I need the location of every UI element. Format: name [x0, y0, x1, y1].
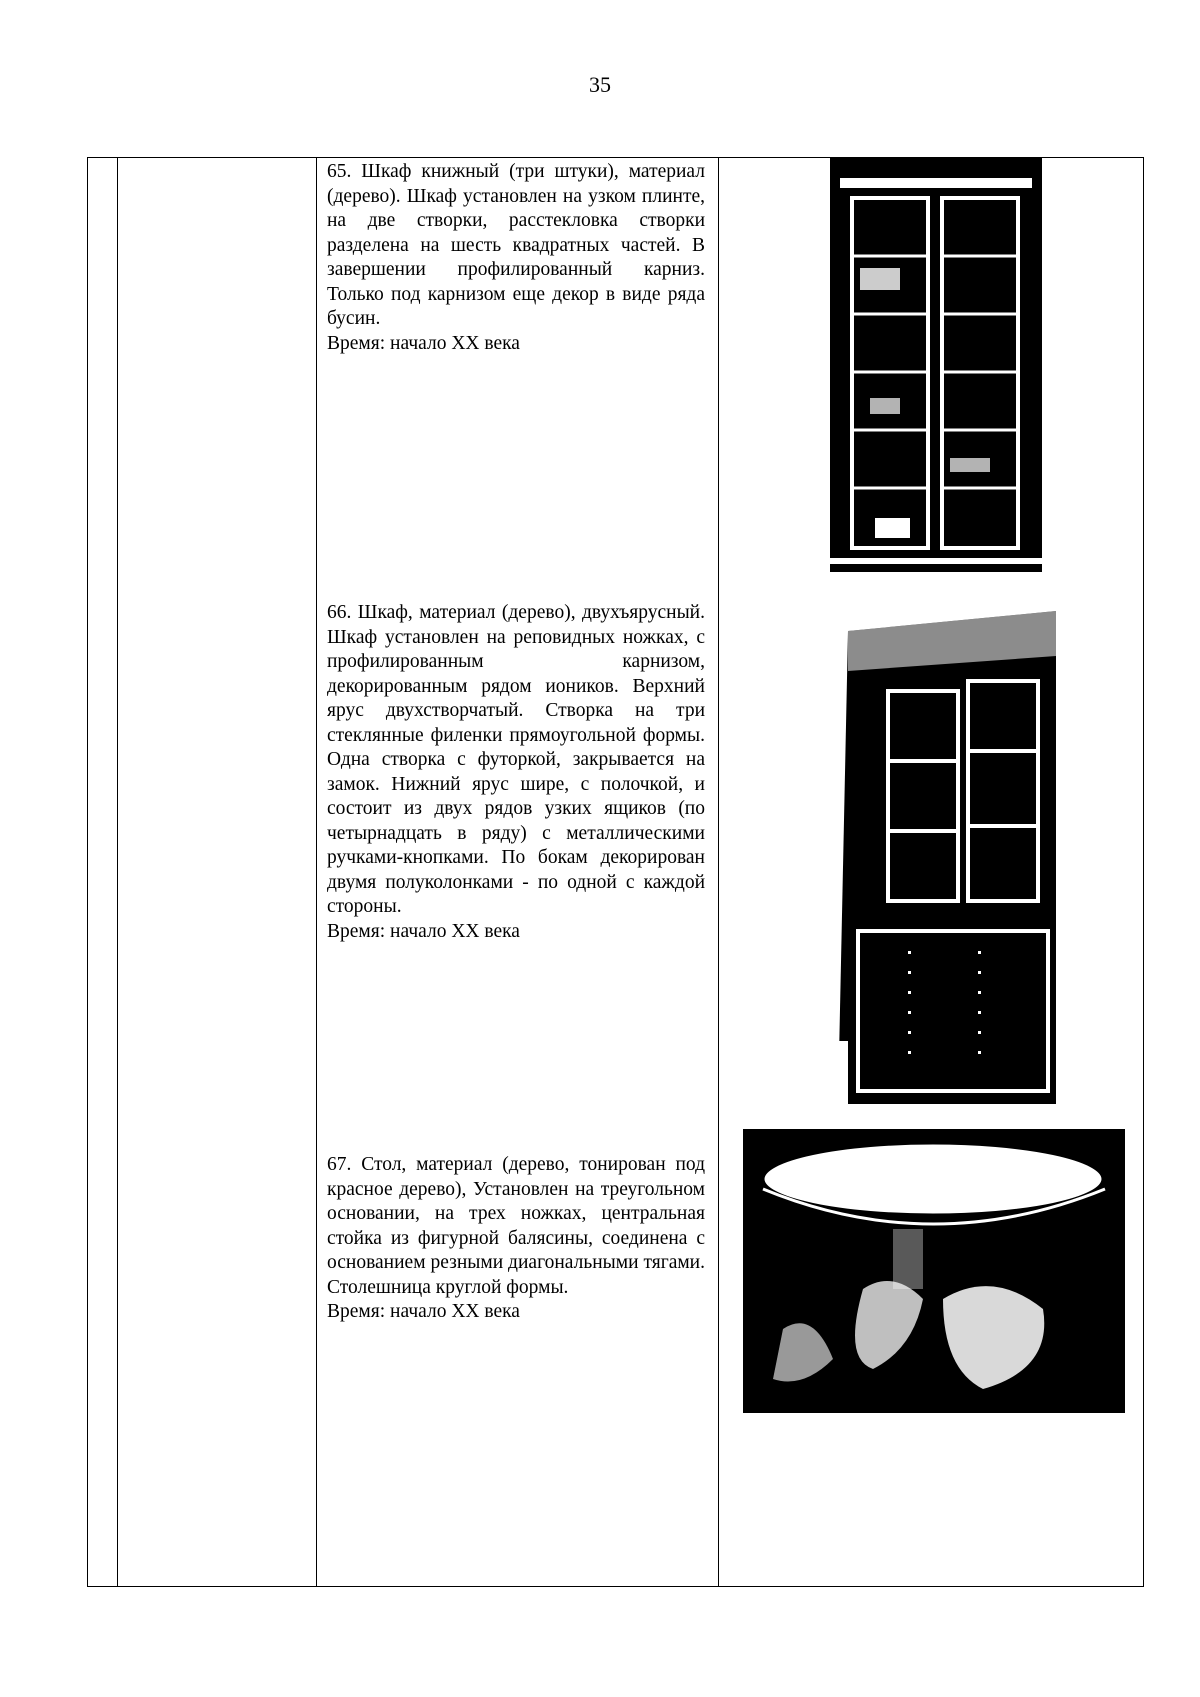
entry-text: 67. Стол, материал (дерево, тонирован под красное дерево), Установлен на треугольном основании, на трех ножках, центральная стойка из фигурной балясины, соединена с основанием резными диагональными тягами. Столешница круглой формы.: [327, 1154, 705, 1298]
entry-time: Время: начало XX века: [327, 1301, 520, 1322]
column-divider: [316, 158, 317, 1586]
cabinet-photo: [828, 601, 1056, 1104]
column-divider: [117, 158, 118, 1586]
bookcase-photo: [830, 158, 1042, 572]
entry-65-description: [327, 160, 705, 356]
entry-66-description: [327, 601, 705, 944]
page-number: 35: [589, 72, 611, 97]
table-photo: [743, 1129, 1125, 1413]
entry-time: Время: начало XX века: [327, 920, 520, 942]
entry-67-description: [327, 1153, 705, 1325]
entry-time: Время: начало XX века: [327, 332, 520, 354]
column-divider: [718, 158, 719, 1586]
entry-text: 66. Шкаф, материал (дерево), двухъярусный. Шкаф установлен на реповидных ножках, с профилированным карнизом, декорированным рядом иоников. Верхний ярус двухстворчатый. Створка на три стеклянные филенки прямоугольной формы. Одна створка с футоркой, закрывается на замок. Нижний ярус шире, с полочкой, и состоит из двух рядов узких ящиков (по четырнадцать в ряду) с металлическими ручками-кнопками. По бокам декорирован двумя полуколонками - по одной с каждой стороны.: [327, 602, 705, 917]
entry-text: 65. Шкаф книжный (три штуки), материал (дерево). Шкаф установлен на узком плинте, на две створки, расстекловка створки разделена на шесть квадратных частей. В завершении профилированный карниз. Только под карнизом еще декор в виде ряда бусин.: [327, 161, 705, 329]
